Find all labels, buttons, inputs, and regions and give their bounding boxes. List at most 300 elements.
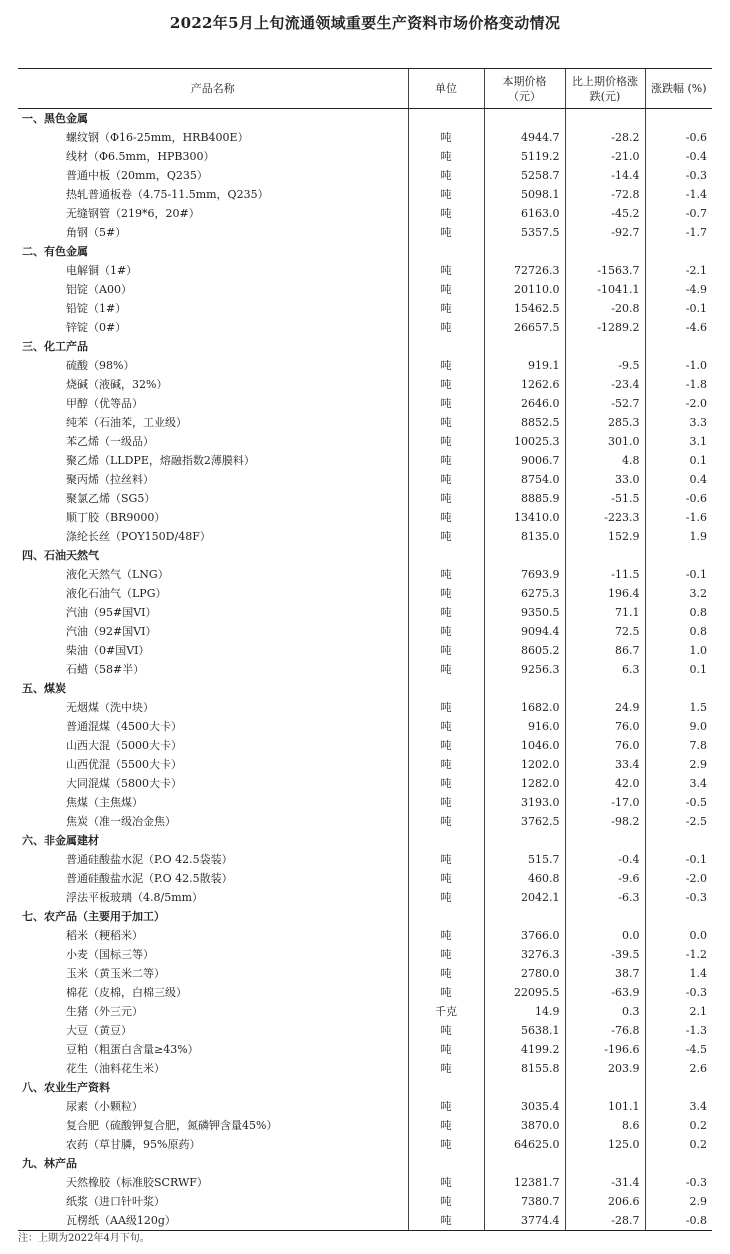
price-cell: 12381.7: [484, 1173, 565, 1192]
empty-cell: [484, 242, 565, 261]
table-row: [18, 1173, 712, 1192]
price-cell: 3193.0: [484, 793, 565, 812]
table-row: [18, 413, 712, 432]
pct-cell: -2.0: [645, 394, 712, 413]
unit-cell: 吨: [408, 1040, 484, 1059]
table-row: [18, 204, 712, 223]
change-cell: -39.5: [565, 945, 645, 964]
table-row: [18, 774, 712, 793]
unit-cell: 吨: [408, 508, 484, 527]
empty-cell: [645, 1078, 712, 1097]
pct-cell: -4.5: [645, 1040, 712, 1059]
footnote: 注：上期为2022年4月下旬。: [18, 1233, 150, 1244]
category-title: 九、林产品: [22, 1157, 77, 1170]
price-cell: 3762.5: [484, 812, 565, 831]
table-row: [18, 926, 712, 945]
unit-cell: 吨: [408, 603, 484, 622]
product-name: 山西优混（5500大卡）: [66, 758, 182, 771]
unit-cell: 吨: [408, 394, 484, 413]
unit-cell: 吨: [408, 717, 484, 736]
pct-cell: 0.0: [645, 926, 712, 945]
product-name: 聚丙烯（拉丝料）: [66, 473, 154, 486]
pct-cell: -2.1: [645, 261, 712, 280]
price-cell: 1682.0: [484, 698, 565, 717]
pct-cell: -1.4: [645, 185, 712, 204]
product-name: 大同混煤（5800大卡）: [66, 777, 182, 790]
price-cell: 7380.7: [484, 1192, 565, 1211]
product-name: 复合肥（硫酸钾复合肥，氮磷钾含量45%）: [66, 1119, 278, 1132]
pct-cell: 3.4: [645, 1097, 712, 1116]
product-name: 聚乙烯（LLDPE，熔融指数2薄膜料）: [66, 454, 255, 467]
price-cell: 8135.0: [484, 527, 565, 546]
table-row: [18, 375, 712, 394]
product-name: 铝锭（A00）: [66, 283, 132, 296]
change-cell: -92.7: [565, 223, 645, 242]
table-row: [18, 793, 712, 812]
price-cell: 3035.4: [484, 1097, 565, 1116]
change-cell: -72.8: [565, 185, 645, 204]
price-cell: 3774.4: [484, 1211, 565, 1231]
price-cell: 9094.4: [484, 622, 565, 641]
product-name: 棉花（皮棉，白棉三级）: [66, 986, 187, 999]
change-cell: 38.7: [565, 964, 645, 983]
change-cell: -223.3: [565, 508, 645, 527]
price-cell: 3870.0: [484, 1116, 565, 1135]
table-row: [18, 565, 712, 584]
unit-cell: 吨: [408, 1097, 484, 1116]
empty-cell: [565, 337, 645, 356]
category-title: 四、石油天然气: [22, 549, 99, 562]
change-cell: -21.0: [565, 147, 645, 166]
pct-cell: 0.8: [645, 622, 712, 641]
unit-cell: 吨: [408, 356, 484, 375]
pct-cell: -1.0: [645, 356, 712, 375]
table-row: [18, 261, 712, 280]
unit-cell: 吨: [408, 299, 484, 318]
price-cell: 8754.0: [484, 470, 565, 489]
change-cell: 301.0: [565, 432, 645, 451]
change-cell: -1041.1: [565, 280, 645, 299]
pct-cell: -1.8: [645, 375, 712, 394]
product-name: 焦煤（主焦煤）: [66, 796, 143, 809]
pct-cell: -0.4: [645, 147, 712, 166]
pct-cell: -0.5: [645, 793, 712, 812]
table-row: [18, 489, 712, 508]
product-name: 甲醇（优等品）: [66, 397, 143, 410]
table-row: [18, 470, 712, 489]
table-row: [18, 850, 712, 869]
pct-cell: 0.2: [645, 1116, 712, 1135]
table-header: [18, 69, 712, 109]
pct-cell: 3.1: [645, 432, 712, 451]
pct-cell: 1.4: [645, 964, 712, 983]
unit-cell: 吨: [408, 641, 484, 660]
product-name: 涤纶长丝（POY150D/48F）: [66, 530, 211, 543]
product-name: 普通硅酸盐水泥（P.O 42.5散装）: [66, 872, 233, 885]
price-cell: 2780.0: [484, 964, 565, 983]
pct-cell: -0.8: [645, 1211, 712, 1231]
change-cell: 6.3: [565, 660, 645, 679]
price-cell: 20110.0: [484, 280, 565, 299]
change-cell: -20.8: [565, 299, 645, 318]
price-cell: 5357.5: [484, 223, 565, 242]
change-cell: 101.1: [565, 1097, 645, 1116]
table-row: [18, 1040, 712, 1059]
pct-cell: -1.2: [645, 945, 712, 964]
change-cell: 203.9: [565, 1059, 645, 1078]
change-cell: 206.6: [565, 1192, 645, 1211]
table-row: [18, 280, 712, 299]
price-cell: 13410.0: [484, 508, 565, 527]
price-cell: 919.1: [484, 356, 565, 375]
price-cell: 9006.7: [484, 451, 565, 470]
price-cell: 15462.5: [484, 299, 565, 318]
table-row: [18, 1097, 712, 1116]
price-cell: 5098.1: [484, 185, 565, 204]
pct-cell: -0.6: [645, 128, 712, 147]
category-row: [18, 831, 712, 850]
product-name: 浮法平板玻璃（4.8/5mm）: [66, 891, 204, 904]
pct-cell: 0.4: [645, 470, 712, 489]
change-cell: -0.4: [565, 850, 645, 869]
table-row: [18, 185, 712, 204]
table-row: [18, 432, 712, 451]
pct-cell: -0.1: [645, 299, 712, 318]
change-cell: -76.8: [565, 1021, 645, 1040]
price-cell: 3276.3: [484, 945, 565, 964]
change-cell: 33.4: [565, 755, 645, 774]
unit-cell: 吨: [408, 1021, 484, 1040]
empty-cell: [645, 546, 712, 565]
header-unit: 单位: [408, 69, 484, 109]
pct-cell: 0.2: [645, 1135, 712, 1154]
product-name: 硫酸（98%）: [66, 359, 135, 372]
unit-cell: 吨: [408, 755, 484, 774]
product-name: 尿素（小颗粒）: [66, 1100, 143, 1113]
price-cell: 1282.0: [484, 774, 565, 793]
unit-cell: 吨: [408, 204, 484, 223]
category-title: 一、黑色金属: [22, 112, 88, 125]
pct-cell: -2.0: [645, 869, 712, 888]
product-name: 螺纹钢（Φ16-25mm，HRB400E）: [66, 131, 249, 144]
unit-cell: 吨: [408, 1173, 484, 1192]
empty-cell: [645, 831, 712, 850]
empty-cell: [484, 907, 565, 926]
table-row: [18, 584, 712, 603]
table-row: [18, 128, 712, 147]
table-row: [18, 356, 712, 375]
unit-cell: 吨: [408, 888, 484, 907]
product-name: 无缝钢管（219*6，20#）: [66, 207, 200, 220]
product-name: 柴油（0#国VI）: [66, 644, 150, 657]
table-row: [18, 717, 712, 736]
unit-cell: 吨: [408, 983, 484, 1002]
table-row: [18, 1192, 712, 1211]
change-cell: 24.9: [565, 698, 645, 717]
pct-cell: 1.0: [645, 641, 712, 660]
change-cell: -11.5: [565, 565, 645, 584]
category-title: 三、化工产品: [22, 340, 88, 353]
category-row: [18, 907, 712, 926]
change-cell: -28.7: [565, 1211, 645, 1231]
table-row: [18, 698, 712, 717]
table-body: [18, 109, 712, 1231]
product-name: 山西大混（5000大卡）: [66, 739, 182, 752]
pct-cell: 3.2: [645, 584, 712, 603]
unit-cell: 吨: [408, 774, 484, 793]
price-cell: 8885.9: [484, 489, 565, 508]
empty-cell: [645, 337, 712, 356]
empty-cell: [408, 546, 484, 565]
unit-cell: 吨: [408, 166, 484, 185]
empty-cell: [484, 1154, 565, 1173]
change-cell: -31.4: [565, 1173, 645, 1192]
price-cell: 5119.2: [484, 147, 565, 166]
header-change-label: 比上期价格涨跌(元): [572, 74, 638, 103]
change-cell: -28.2: [565, 128, 645, 147]
product-name: 稻米（粳稻米）: [66, 929, 143, 942]
category-title: 六、非金属建材: [22, 834, 99, 847]
change-cell: -23.4: [565, 375, 645, 394]
pct-cell: 2.6: [645, 1059, 712, 1078]
change-cell: 0.0: [565, 926, 645, 945]
product-name: 苯乙烯（一级品）: [66, 435, 154, 448]
unit-cell: 吨: [408, 565, 484, 584]
product-name: 普通硅酸盐水泥（P.O 42.5袋装）: [66, 853, 233, 866]
category-title: 二、有色金属: [22, 245, 88, 258]
unit-cell: 吨: [408, 964, 484, 983]
change-cell: -1563.7: [565, 261, 645, 280]
empty-cell: [565, 679, 645, 698]
empty-cell: [565, 546, 645, 565]
category-row: [18, 109, 712, 129]
pct-cell: -1.6: [645, 508, 712, 527]
product-name: 普通中板（20mm，Q235）: [66, 169, 208, 182]
pct-cell: 0.1: [645, 660, 712, 679]
price-cell: 1046.0: [484, 736, 565, 755]
table-row: [18, 641, 712, 660]
unit-cell: 吨: [408, 223, 484, 242]
pct-cell: -0.3: [645, 1173, 712, 1192]
product-name: 天然橡胶（标准胶SCRWF）: [66, 1176, 208, 1189]
unit-cell: 吨: [408, 736, 484, 755]
category-row: [18, 242, 712, 261]
change-cell: 125.0: [565, 1135, 645, 1154]
price-cell: 10025.3: [484, 432, 565, 451]
category-row: [18, 546, 712, 565]
price-cell: 9256.3: [484, 660, 565, 679]
empty-cell: [565, 109, 645, 129]
table-row: [18, 888, 712, 907]
price-cell: 8155.8: [484, 1059, 565, 1078]
unit-cell: 吨: [408, 812, 484, 831]
product-name: 石蜡（58#半）: [66, 663, 145, 676]
empty-cell: [484, 337, 565, 356]
price-cell: 460.8: [484, 869, 565, 888]
unit-cell: 吨: [408, 926, 484, 945]
price-cell: 5638.1: [484, 1021, 565, 1040]
table-row: [18, 147, 712, 166]
change-cell: 196.4: [565, 584, 645, 603]
product-name: 大豆（黄豆）: [66, 1024, 132, 1037]
price-table: [18, 68, 712, 1231]
pct-cell: 2.9: [645, 755, 712, 774]
price-cell: 26657.5: [484, 318, 565, 337]
change-cell: -14.4: [565, 166, 645, 185]
price-cell: 8605.2: [484, 641, 565, 660]
empty-cell: [565, 1154, 645, 1173]
unit-cell: 吨: [408, 432, 484, 451]
header-price: [484, 69, 565, 109]
product-name: 小麦（国标三等）: [66, 948, 154, 961]
unit-cell: 吨: [408, 698, 484, 717]
product-name: 烧碱（液碱，32%）: [66, 378, 168, 391]
category-row: [18, 337, 712, 356]
unit-cell: 吨: [408, 945, 484, 964]
change-cell: 8.6: [565, 1116, 645, 1135]
empty-cell: [645, 242, 712, 261]
empty-cell: [565, 1078, 645, 1097]
empty-cell: [565, 907, 645, 926]
product-name: 液化石油气（LPG）: [66, 587, 167, 600]
price-cell: 9350.5: [484, 603, 565, 622]
pct-cell: 3.4: [645, 774, 712, 793]
unit-cell: 吨: [408, 413, 484, 432]
change-cell: 72.5: [565, 622, 645, 641]
empty-cell: [484, 546, 565, 565]
change-cell: 76.0: [565, 736, 645, 755]
table-row: [18, 736, 712, 755]
change-cell: -45.2: [565, 204, 645, 223]
unit-cell: 吨: [408, 584, 484, 603]
pct-cell: 7.8: [645, 736, 712, 755]
category-row: [18, 679, 712, 698]
table-row: [18, 1211, 712, 1231]
price-cell: 4199.2: [484, 1040, 565, 1059]
change-cell: 152.9: [565, 527, 645, 546]
unit-cell: 千克: [408, 1002, 484, 1021]
pct-cell: -0.1: [645, 565, 712, 584]
price-cell: 5258.7: [484, 166, 565, 185]
unit-cell: 吨: [408, 470, 484, 489]
pct-cell: 9.0: [645, 717, 712, 736]
table-row: [18, 299, 712, 318]
change-cell: -9.6: [565, 869, 645, 888]
empty-cell: [408, 109, 484, 129]
product-name: 角钢（5#）: [66, 226, 127, 239]
header-change: [565, 69, 645, 109]
unit-cell: 吨: [408, 451, 484, 470]
price-cell: 6275.3: [484, 584, 565, 603]
pct-cell: -1.7: [645, 223, 712, 242]
unit-cell: 吨: [408, 869, 484, 888]
empty-cell: [408, 242, 484, 261]
pct-cell: -0.6: [645, 489, 712, 508]
table-row: [18, 603, 712, 622]
product-name: 玉米（黄玉米二等）: [66, 967, 165, 980]
change-cell: 76.0: [565, 717, 645, 736]
change-cell: 71.1: [565, 603, 645, 622]
change-cell: -6.3: [565, 888, 645, 907]
pct-cell: -0.3: [645, 888, 712, 907]
table-row: [18, 660, 712, 679]
unit-cell: 吨: [408, 185, 484, 204]
table-row: [18, 223, 712, 242]
table-row: [18, 983, 712, 1002]
table-row: [18, 812, 712, 831]
change-cell: -196.6: [565, 1040, 645, 1059]
unit-cell: 吨: [408, 375, 484, 394]
product-name: 花生（油料花生米）: [66, 1062, 165, 1075]
table-row: [18, 318, 712, 337]
pct-cell: 2.9: [645, 1192, 712, 1211]
change-cell: -52.7: [565, 394, 645, 413]
price-cell: 14.9: [484, 1002, 565, 1021]
price-cell: 6163.0: [484, 204, 565, 223]
change-cell: -98.2: [565, 812, 645, 831]
pct-cell: 3.3: [645, 413, 712, 432]
price-cell: 1202.0: [484, 755, 565, 774]
table-row: [18, 1116, 712, 1135]
price-cell: 72726.3: [484, 261, 565, 280]
header-price-label: 本期价格（元）: [502, 74, 547, 103]
category-title: 七、农产品（主要用于加工）: [22, 910, 165, 923]
header-pct: 涨跌幅 (%): [645, 69, 712, 109]
unit-cell: 吨: [408, 527, 484, 546]
empty-cell: [484, 109, 565, 129]
pct-cell: 1.9: [645, 527, 712, 546]
product-name: 生猪（外三元）: [66, 1005, 143, 1018]
empty-cell: [408, 907, 484, 926]
table-row: [18, 451, 712, 470]
category-title: 五、煤炭: [22, 682, 66, 695]
table-row: [18, 166, 712, 185]
pct-cell: 1.5: [645, 698, 712, 717]
table-row: [18, 1059, 712, 1078]
table-row: [18, 964, 712, 983]
table-row: [18, 1002, 712, 1021]
unit-cell: 吨: [408, 147, 484, 166]
pct-cell: -4.9: [645, 280, 712, 299]
pct-cell: -1.3: [645, 1021, 712, 1040]
empty-cell: [645, 679, 712, 698]
product-name: 液化天然气（LNG）: [66, 568, 169, 581]
empty-cell: [484, 1078, 565, 1097]
pct-cell: -0.1: [645, 850, 712, 869]
unit-cell: 吨: [408, 1116, 484, 1135]
table-row: [18, 1135, 712, 1154]
price-cell: 7693.9: [484, 565, 565, 584]
unit-cell: 吨: [408, 850, 484, 869]
change-cell: -9.5: [565, 356, 645, 375]
empty-cell: [645, 907, 712, 926]
pct-cell: -0.3: [645, 166, 712, 185]
product-name: 豆粕（粗蛋白含量≥43%）: [66, 1043, 199, 1056]
unit-cell: 吨: [408, 793, 484, 812]
pct-cell: -4.6: [645, 318, 712, 337]
empty-cell: [484, 831, 565, 850]
empty-cell: [484, 679, 565, 698]
price-cell: 916.0: [484, 717, 565, 736]
product-name: 聚氯乙烯（SG5）: [66, 492, 156, 505]
change-cell: 0.3: [565, 1002, 645, 1021]
pct-cell: -2.5: [645, 812, 712, 831]
change-cell: -63.9: [565, 983, 645, 1002]
category-row: [18, 1078, 712, 1097]
product-name: 普通混煤（4500大卡）: [66, 720, 182, 733]
product-name: 农药（草甘膦，95%原药）: [66, 1138, 201, 1151]
product-name: 线材（Φ6.5mm，HPB300）: [66, 150, 215, 163]
